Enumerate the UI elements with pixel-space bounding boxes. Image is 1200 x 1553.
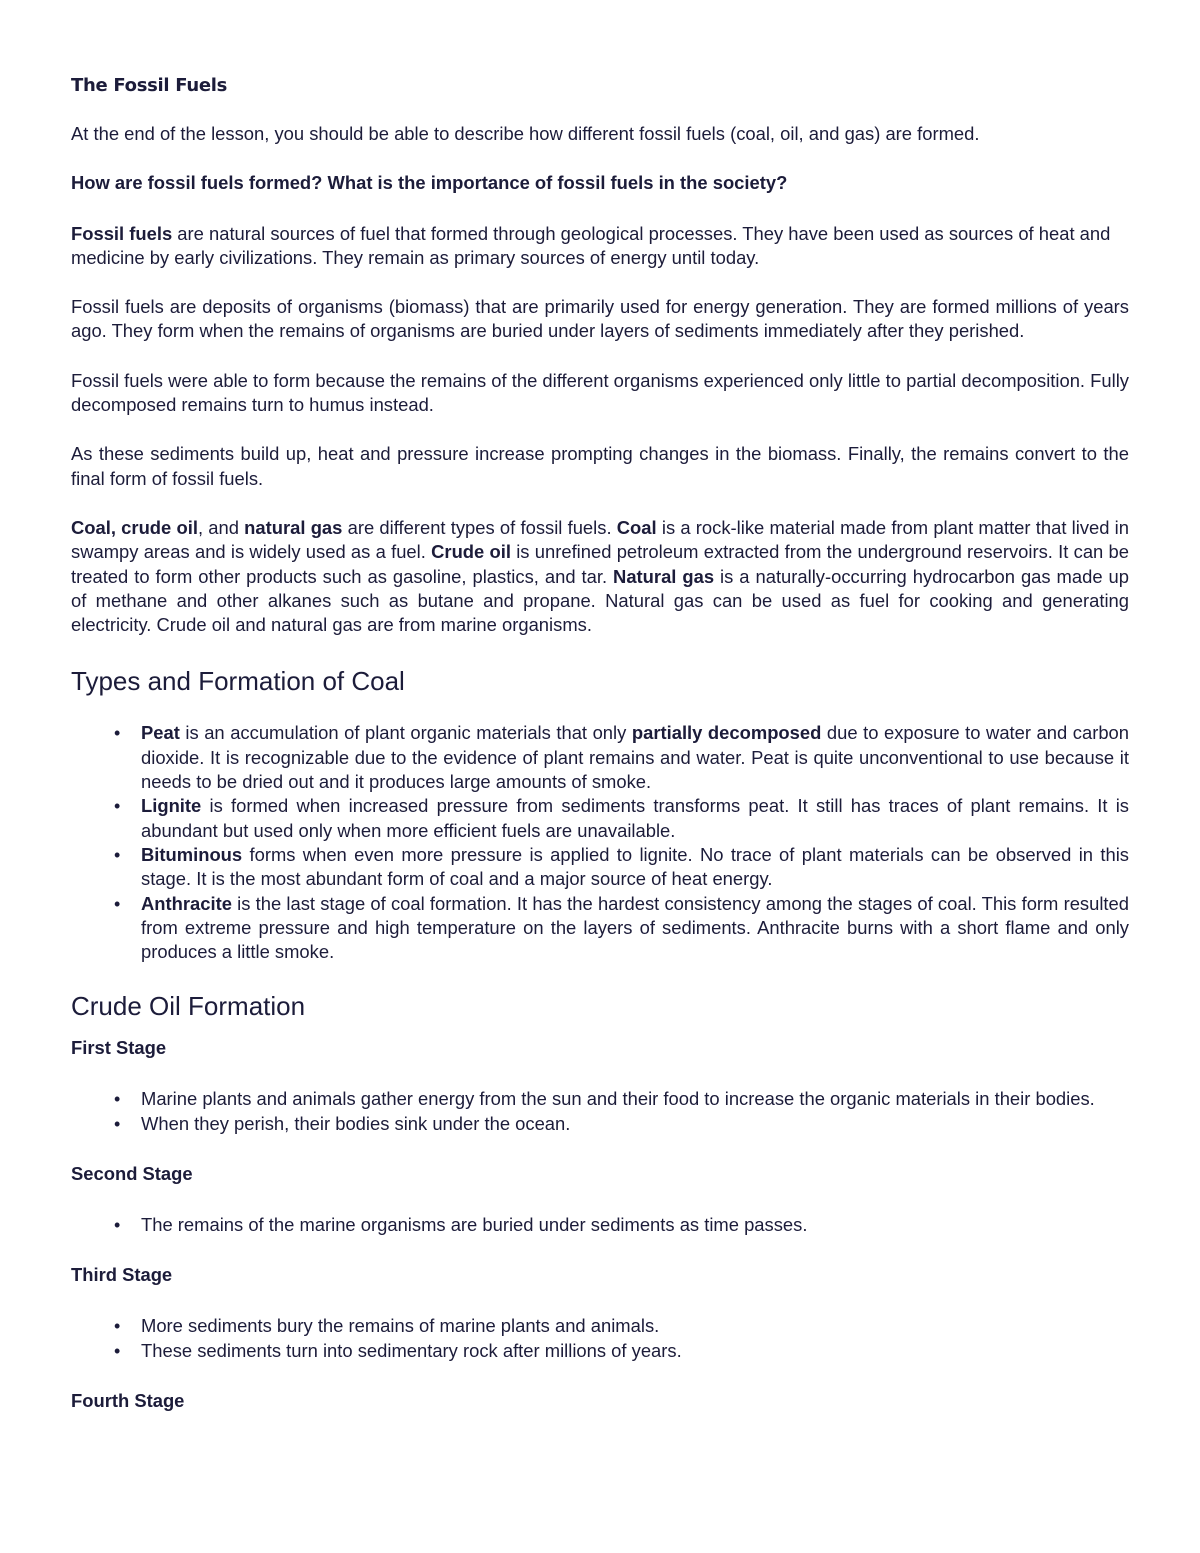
- list-item-peat: [114, 721, 1129, 794]
- bullet-icon: •: [114, 844, 121, 865]
- oil-section-heading: Crude Oil Formation: [71, 991, 306, 1022]
- list-item: [114, 1213, 1129, 1237]
- types-text-2: are different types of fossil fuels.: [342, 516, 617, 538]
- types-text-3: is a rock-like material made from plant matter that lived in swampy areas and is widely used as a fuel.: [71, 516, 1130, 563]
- list-item: [114, 1087, 1129, 1111]
- types-text-1: , and: [197, 516, 245, 538]
- bullet-icon: •: [114, 893, 121, 914]
- bullet-icon: •: [114, 1089, 121, 1110]
- document-title: The Fossil Fuels: [71, 75, 228, 96]
- bullet-icon: •: [114, 1215, 121, 1236]
- bullet-icon: •: [114, 723, 121, 744]
- term-lignite: Lignite: [141, 795, 202, 817]
- bullet-icon: •: [114, 1316, 121, 1337]
- first-stage-heading: First Stage: [71, 1037, 167, 1059]
- second-stage-item-1: The remains of the marine organisms are buried under sediments as time passes.: [141, 1214, 808, 1236]
- list-item: [114, 1314, 1129, 1338]
- third-stage-item-2: These sediments turn into sedimentary rock after millions of years.: [141, 1339, 682, 1361]
- second-stage-heading: Second Stage: [71, 1163, 193, 1185]
- term-natural-gas-2: Natural gas: [613, 565, 715, 587]
- bullet-icon: •: [114, 1113, 121, 1134]
- decomposition-paragraph: Fossil fuels were able to form because the remains of the different organisms experienced only little to partial decomposition. Fully decomposed remains turn to humus instead.: [71, 369, 1129, 416]
- lesson-objective: At the end of the lesson, you should be able to describe how different fossil fuels (coal, oil, and gas) are formed.: [71, 123, 980, 144]
- term-coal-crude-oil: Coal, crude oil: [71, 516, 198, 538]
- intro-paragraph: [71, 222, 1129, 271]
- bullet-icon: •: [114, 796, 121, 817]
- sediments-paragraph: As these sediments build up, heat and pressure increase prompting changes in the biomass. Finally, the remains convert to the final form of fossil fuels.: [71, 443, 1129, 489]
- types-text-4: is unrefined petroleum extracted from the underground reservoirs. It can be treated to form other products such as gasoline, plastics, and tar.: [71, 541, 1129, 587]
- anthracite-text: is the last stage of coal formation. It has the hardest consistency among the stages of coal. This form resulted from extreme pressure and high temperature on the layers of sediments. Anthracite burns with a short flame and only produces a little smoke.: [141, 892, 1129, 963]
- document-page: [71, 72, 1129, 1440]
- bullet-icon: •: [114, 1340, 121, 1361]
- guiding-question: How are fossil fuels formed? What is the importance of fossil fuels in the society?: [71, 172, 788, 194]
- term-natural-gas: natural gas: [244, 516, 343, 538]
- lignite-text: is formed when increased pressure from sediments transforms peat. It still has traces of plant remains. It is abundant but used only when more efficient fuels are unavailable.: [141, 795, 1129, 841]
- list-item-anthracite: [114, 892, 1129, 965]
- intro-text: are natural sources of fuel that formed through geological processes. They have been used as sources of heat and medicine by early civilizations. They remain as primary sources of energy until today.: [71, 222, 1111, 268]
- third-stage-heading: Third Stage: [71, 1264, 173, 1286]
- term-bituminous: Bituminous: [141, 843, 243, 865]
- coal-section-heading: Types and Formation of Coal: [71, 666, 405, 697]
- list-item: [114, 1112, 1129, 1136]
- fourth-stage-heading: Fourth Stage: [71, 1389, 185, 1411]
- intro-term: Fossil fuels: [71, 222, 173, 244]
- second-stage-list: [71, 1213, 1129, 1237]
- deposits-paragraph: Fossil fuels are deposits of organisms (biomass) that are primarily used for energy generation. They are formed millions of years ago. They form when the remains of organisms are buried under layers of sediments immediately after they perished.: [71, 296, 1129, 342]
- peat-text-b: due to exposure to water and carbon dioxide. It is recognizable due to the evidence of plant remains and water. Peat is quite unconventional to use because it needs to be dried out and it produces large amounts of smoke.: [141, 722, 1129, 793]
- list-item: [114, 1339, 1129, 1363]
- list-item-lignite: [114, 794, 1129, 843]
- term-anthracite: Anthracite: [141, 892, 232, 914]
- first-stage-item-2: When they perish, their bodies sink under the ocean.: [141, 1112, 571, 1134]
- coal-types-list: [71, 721, 1129, 964]
- term-coal: Coal: [616, 516, 657, 538]
- term-crude-oil: Crude oil: [431, 541, 511, 563]
- fuel-types-paragraph: [71, 516, 1129, 637]
- first-stage-item-1: Marine plants and animals gather energy from the sun and their food to increase the organic materials in their bodies.: [141, 1088, 1095, 1110]
- third-stage-list: [71, 1314, 1129, 1363]
- bituminous-text: forms when even more pressure is applied to lignite. No trace of plant materials can be observed in this stage. It is the most abundant form of coal and a major source of heat energy.: [141, 843, 1129, 890]
- term-partially-decomposed: partially decomposed: [631, 722, 822, 744]
- list-item-bituminous: [114, 843, 1129, 892]
- third-stage-item-1: More sediments bury the remains of marine plants and animals.: [141, 1315, 660, 1337]
- first-stage-list: [71, 1087, 1129, 1136]
- term-peat: Peat: [141, 722, 180, 744]
- types-text-5: is a naturally-occurring hydrocarbon gas made up of methane and other alkanes such as butane and propane. Natural gas can be used as fuel for cooking and generating electricity. Crude oil and natural gas are from marine organisms.: [71, 565, 1129, 636]
- peat-text-a: is an accumulation of plant organic materials that only: [179, 722, 632, 744]
